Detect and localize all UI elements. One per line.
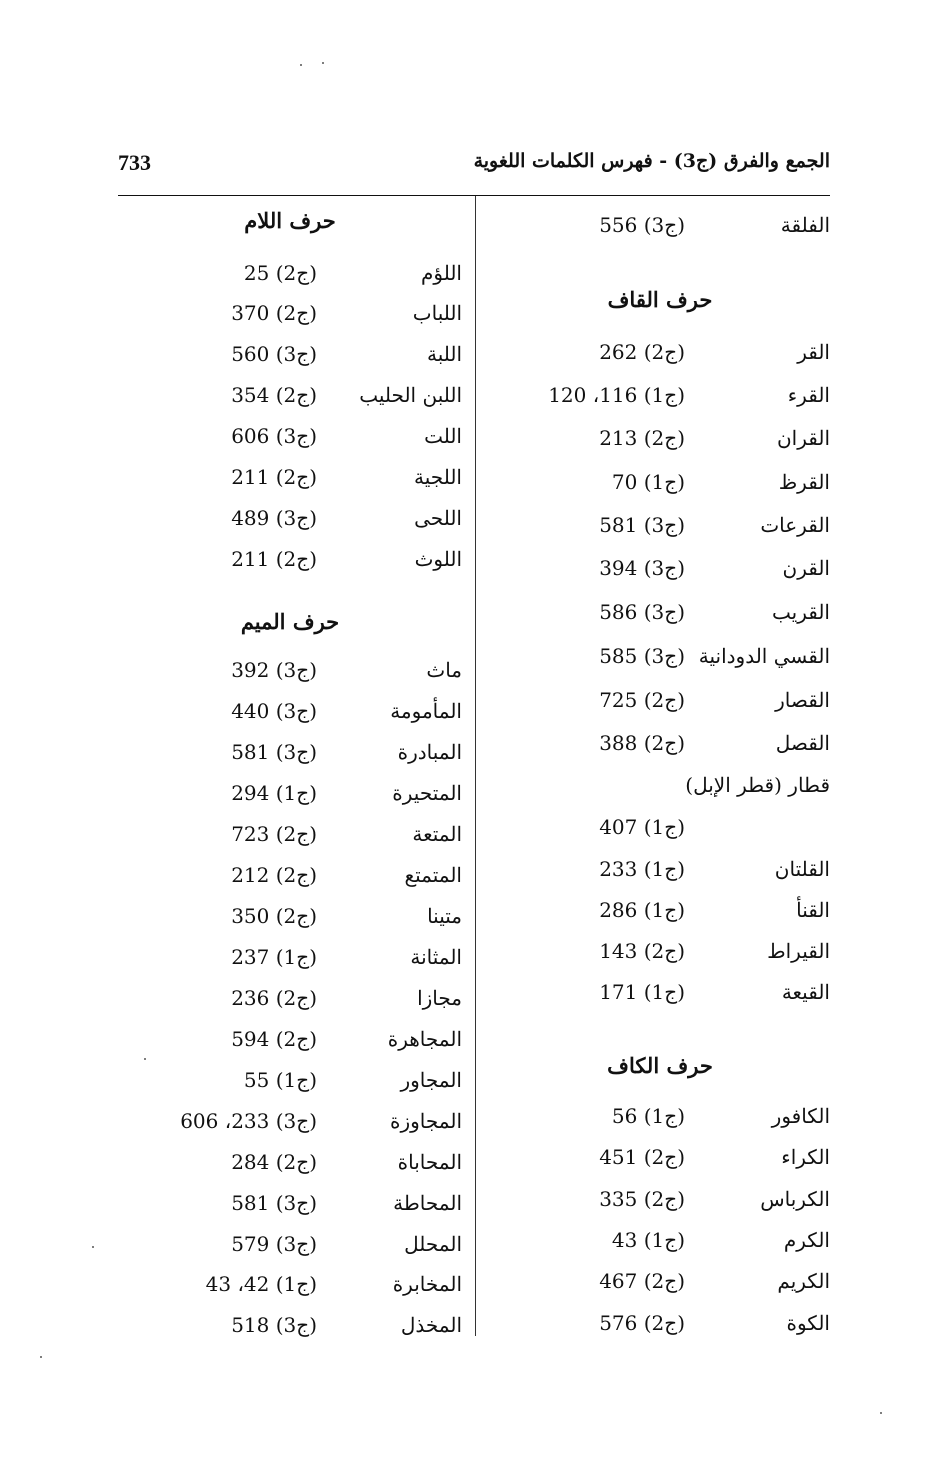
entry-word: القسي الدودانية xyxy=(698,644,830,668)
entry-word: المتحيرة xyxy=(392,781,462,805)
index-entry xyxy=(480,637,830,675)
entry-word: المجاوزة xyxy=(389,1109,462,1133)
index-entry xyxy=(120,254,462,292)
entry-word: المجاهرة xyxy=(387,1027,462,1051)
entry-ref: (ج2) 236 xyxy=(231,986,317,1010)
entry-ref: (ج2) 143 xyxy=(599,939,685,963)
index-entry xyxy=(120,1306,462,1344)
index-entry xyxy=(120,856,462,894)
entry-ref: (ج2) 25 xyxy=(243,261,317,285)
entry-ref: (ج1) 42، 43 xyxy=(205,1272,317,1296)
entry-word: المحاباة xyxy=(397,1150,462,1174)
entry-word: القرء xyxy=(787,383,830,407)
column-divider xyxy=(475,196,476,1336)
entry-ref: (ج2) 576 xyxy=(599,1311,685,1335)
entry-ref: (ج3) 581 xyxy=(599,513,685,537)
index-entry xyxy=(480,681,830,719)
entry-word: المتمتع xyxy=(404,863,462,887)
entry-word: المحلل xyxy=(404,1232,462,1256)
entry-word: المأمومة xyxy=(390,699,462,723)
entry-ref: (ج3) 581 xyxy=(231,1191,317,1215)
header-rule xyxy=(118,195,830,196)
entry-word: القيراط xyxy=(767,939,830,963)
entry-word: القران xyxy=(776,426,830,450)
scan-speck xyxy=(300,64,302,66)
index-entry xyxy=(120,417,462,455)
entry-word: مجازا xyxy=(417,986,462,1010)
entry-word: المخابرة xyxy=(392,1272,462,1296)
entry-ref: (ج3) 518 xyxy=(231,1313,317,1337)
index-entry xyxy=(120,376,462,414)
entry-word: المتعة xyxy=(412,822,462,846)
index-entry xyxy=(480,419,830,457)
entry-word: الفلقة xyxy=(780,213,830,237)
page-number: 733 xyxy=(118,150,151,175)
entry-word: اللبة xyxy=(426,342,462,366)
entry-word: القرعات xyxy=(760,513,830,537)
entry-ref: (ج2) 354 xyxy=(231,383,317,407)
index-entry xyxy=(120,897,462,935)
entry-word: الكريم xyxy=(777,1269,830,1293)
entry-ref: (ج3) 392 xyxy=(231,658,317,682)
index-entry xyxy=(480,1097,830,1135)
index-entry xyxy=(120,651,462,689)
entry-word: المبادرة xyxy=(397,740,462,764)
index-entry xyxy=(480,376,830,414)
section-title-kaf: حرف الكاف xyxy=(607,1053,713,1078)
entry-ref: (ج1) 233 xyxy=(599,857,685,881)
entry-ref: (ج2) 725 xyxy=(599,688,685,712)
index-entry xyxy=(120,335,462,373)
scan-speck xyxy=(880,1412,882,1414)
index-entry xyxy=(480,593,830,631)
entry-ref: (ج1) 43 xyxy=(611,1228,685,1252)
entry-word: المخذل xyxy=(400,1313,462,1337)
entry-ref: (ج1) 116، 120 xyxy=(548,383,685,407)
entry-word: القنأ xyxy=(796,898,830,922)
index-entry xyxy=(480,973,830,1011)
index-entry xyxy=(480,766,830,804)
entry-ref: (ج2) 212 xyxy=(231,863,317,887)
entry-ref: (ج3) 394 xyxy=(599,556,685,580)
entry-ref: (ج3) 489 xyxy=(231,506,317,530)
index-entry xyxy=(480,333,830,371)
index-entry xyxy=(480,1262,830,1300)
entry-ref: (ج1) 171 xyxy=(599,980,685,1004)
index-entry xyxy=(120,979,462,1017)
entry-ref: (ج1) 70 xyxy=(611,470,685,494)
index-entry xyxy=(480,463,830,501)
entry-word: الكرم xyxy=(783,1228,830,1252)
entry-ref: (ج1) 56 xyxy=(611,1104,685,1128)
entry-word: قطار (قطر الإبل) xyxy=(685,773,830,797)
entry-ref: (ج1) 55 xyxy=(243,1068,317,1092)
index-entry xyxy=(120,815,462,853)
entry-ref: (ج2) 723 xyxy=(231,822,317,846)
entry-word: اللجية xyxy=(414,465,462,489)
entry-ref: (ج2) 350 xyxy=(231,904,317,928)
entry-word: اللت xyxy=(424,424,462,448)
entry-word: اللوث xyxy=(414,547,462,571)
index-entry xyxy=(480,891,830,929)
index-entry xyxy=(120,692,462,730)
entry-word: الكراء xyxy=(781,1145,830,1169)
index-entry xyxy=(120,1184,462,1222)
index-entry xyxy=(120,938,462,976)
entry-ref: (ج2) 451 xyxy=(599,1145,685,1169)
section-title-mim: حرف الميم xyxy=(240,609,340,634)
index-entry xyxy=(120,733,462,771)
entry-ref: (ج3) 440 xyxy=(231,699,317,723)
entry-word: اللبن الحليب xyxy=(359,383,462,407)
entry-ref: (ج1) 286 xyxy=(599,898,685,922)
index-entry xyxy=(480,850,830,888)
entry-ref: (ج3) 586 xyxy=(599,600,685,624)
entry-ref: (ج3) 606 xyxy=(231,424,317,448)
index-entry xyxy=(120,1020,462,1058)
scan-speck xyxy=(40,1356,42,1358)
index-entry xyxy=(480,1304,830,1342)
entry-word: الكافور xyxy=(771,1104,830,1128)
entry-ref: (ج3) 233، 606 xyxy=(180,1109,317,1133)
entry-ref: (ج2) 594 xyxy=(231,1027,317,1051)
index-entry xyxy=(480,724,830,762)
entry-ref: (ج1) 294 xyxy=(231,781,317,805)
index-entry xyxy=(480,1138,830,1176)
entry-ref: (ج2) 211 xyxy=(231,547,317,571)
entry-word: القرن xyxy=(782,556,830,580)
index-entry xyxy=(120,1143,462,1181)
index-entry xyxy=(120,1102,462,1140)
running-title: الجمع والفرق (ج3) - فهرس الكلمات اللغوية xyxy=(473,150,830,172)
index-entry xyxy=(480,932,830,970)
index-entry xyxy=(120,1061,462,1099)
entry-ref: (ج3) 560 xyxy=(231,342,317,366)
entry-ref: (ج3) 585 xyxy=(599,644,685,668)
entry-ref: (ج2) 370 xyxy=(231,301,317,325)
entry-word: ماث xyxy=(426,658,462,682)
entry-ref: (ج1) 237 xyxy=(231,945,317,969)
index-entry xyxy=(120,1225,462,1263)
entry-word: الكوة xyxy=(786,1311,830,1335)
scan-speck xyxy=(144,1058,146,1060)
entry-word: اللحى xyxy=(414,506,462,530)
index-entry xyxy=(120,774,462,812)
entry-word: القيعة xyxy=(781,980,830,1004)
entry-word: القصار xyxy=(775,688,830,712)
entry-ref: (ج2) 467 xyxy=(599,1269,685,1293)
entry-word: متينا xyxy=(427,904,462,928)
scan-speck xyxy=(92,1246,94,1248)
entry-word: المجاور xyxy=(400,1068,462,1092)
scan-speck xyxy=(322,62,324,64)
index-entry xyxy=(120,1265,462,1303)
index-entry xyxy=(120,540,462,578)
entry-ref: (ج3) 556 xyxy=(599,213,685,237)
index-entry xyxy=(480,206,830,244)
index-entry xyxy=(480,549,830,587)
index-entry xyxy=(120,458,462,496)
page-header xyxy=(118,150,830,186)
entry-word: القصل xyxy=(775,731,830,755)
entry-ref: (ج1) 407 xyxy=(599,815,685,839)
entry-word: القر xyxy=(797,340,830,364)
index-entry xyxy=(480,1221,830,1259)
index-entry xyxy=(120,499,462,537)
entry-word: القريب xyxy=(771,600,830,624)
entry-ref: (ج2) 335 xyxy=(599,1187,685,1211)
entry-ref: (ج2) 388 xyxy=(599,731,685,755)
entry-word: القرظ xyxy=(778,470,830,494)
entry-word: اللؤم xyxy=(421,261,462,285)
index-entry xyxy=(480,1180,830,1218)
entry-ref: (ج3) 579 xyxy=(231,1232,317,1256)
index-entry xyxy=(480,808,830,846)
entry-ref: (ج2) 262 xyxy=(599,340,685,364)
entry-word: المثانة xyxy=(410,945,462,969)
entry-word: الكرباس xyxy=(760,1187,830,1211)
section-title-qaf: حرف القاف xyxy=(607,287,713,312)
entry-ref: (ج2) 213 xyxy=(599,426,685,450)
index-entry xyxy=(480,506,830,544)
entry-word: اللباب xyxy=(412,301,462,325)
entry-ref: (ج2) 284 xyxy=(231,1150,317,1174)
entry-ref: (ج3) 581 xyxy=(231,740,317,764)
entry-word: المحاطة xyxy=(393,1191,462,1215)
entry-word: القلتان xyxy=(774,857,830,881)
section-title-lam: حرف اللام xyxy=(244,208,336,233)
entry-ref: (ج2) 211 xyxy=(231,465,317,489)
index-entry xyxy=(120,294,462,332)
